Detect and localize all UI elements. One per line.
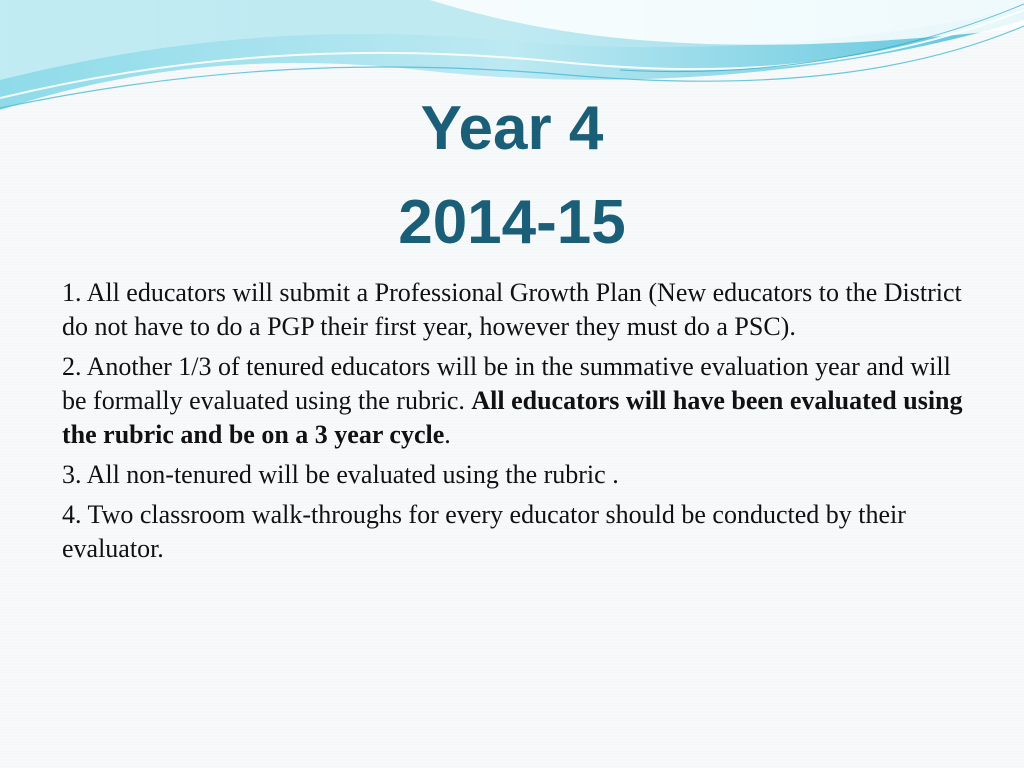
list-item-3 xyxy=(62,458,967,492)
list-item-1-text: 1. All educators will submit a Professional Growth Plan (New educators to the District do not have to do a PGP their first year, however they must do a PSC). xyxy=(62,278,962,341)
list-item-4 xyxy=(62,498,967,566)
list-item-2-text: 2. Another 1/3 of tenured educators will be in the summative evaluation year and will be formally evaluated using the rubric. xyxy=(62,352,951,415)
title-line-2: 2014-15 xyxy=(398,188,626,257)
list-item-4-text: 4. Two classroom walk-throughs for every educator should be conducted by their evaluator. xyxy=(62,500,906,563)
slide-body xyxy=(62,276,967,572)
list-item-1 xyxy=(62,276,967,344)
list-item-2-end: . xyxy=(444,420,451,449)
list-item-2-bold-text: All educators will have been evaluated using the rubric and be on a 3 year cycle xyxy=(62,386,963,449)
title-line-1: Year 4 xyxy=(420,94,604,163)
slide-title xyxy=(0,82,1024,270)
list-item-3-text: 3. All non-tenured will be evaluated using the rubric . xyxy=(62,460,619,489)
list-item-2 xyxy=(62,350,967,452)
